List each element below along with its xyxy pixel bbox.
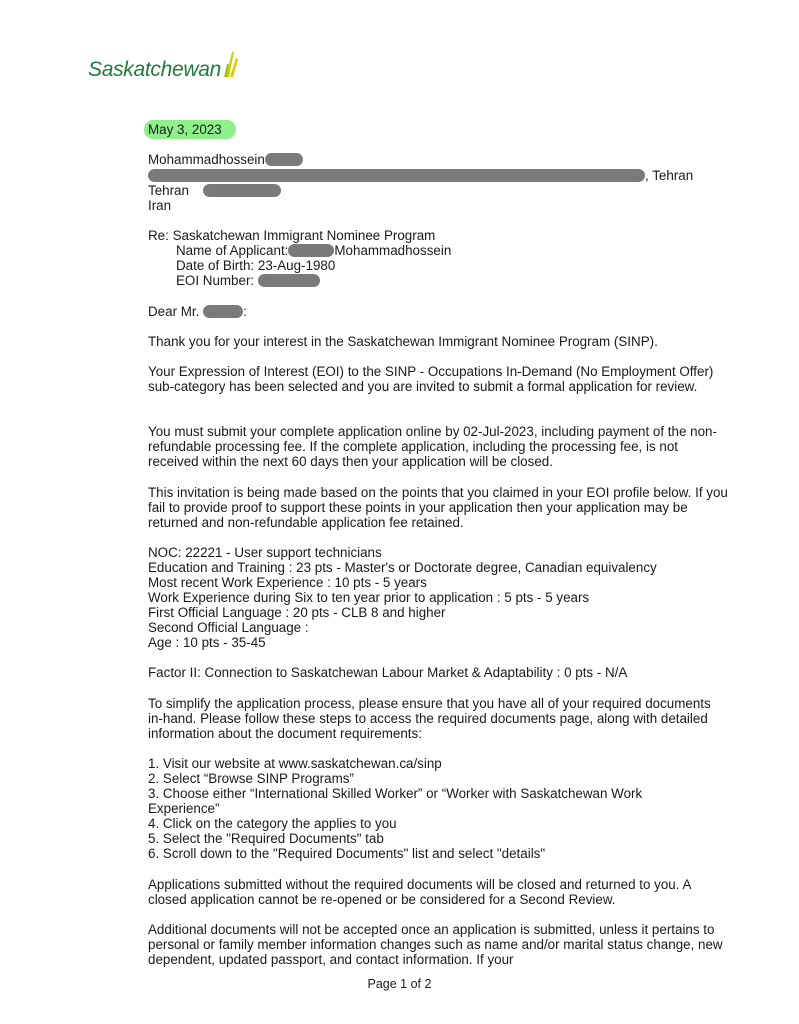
points-older-experience: Work Experience during Six to ten year prior to application : 5 pts - 5 years	[148, 590, 590, 605]
redacted-salutation-name	[203, 305, 243, 318]
points-noc: NOC: 22221 - User support technicians	[148, 545, 382, 560]
redacted-eoi-number	[258, 274, 320, 287]
letter-date: May 3, 2023	[144, 120, 236, 139]
re-program: Saskatchewan Immigrant Nominee Program	[172, 228, 436, 243]
step-item: 3. Choose either “International Skilled Worker” or “Worker with Saskatchewan Work Experience”	[148, 786, 643, 816]
re-applicant-line	[148, 243, 451, 258]
redacted-applicant-surname	[288, 244, 334, 257]
logo-wordmark: Saskatchewan	[88, 58, 221, 81]
applicant-label: Name of Applicant:	[176, 243, 289, 258]
recipient-city-line	[148, 183, 281, 198]
eoi-label: EOI Number:	[176, 273, 255, 288]
step-item: 5. Select the "Required Documents" tab	[148, 831, 384, 846]
recipient-city: Tehran	[148, 183, 189, 198]
step-item: 4. Click on the category the applies to you	[148, 816, 397, 831]
recipient-name-line	[148, 152, 303, 167]
saskatchewan-logo	[88, 48, 239, 80]
redacted-surname	[265, 153, 303, 166]
date-of-birth: Date of Birth: 23-Aug-1980	[176, 258, 336, 273]
paragraph-deadline: You must submit your complete application online by 02-Jul-2023, including payment of the non-refundable processing fee. If the complete application, including the processing fee, is not received within the next 60 days then your application will be closed.	[148, 424, 717, 469]
paragraph-additional-documents: Additional documents will not be accepted once an application is submitted, unless it pertains to personal or family member information changes such as name and/or marital status change, new dependent, updated passport, and contact information. If your	[148, 922, 723, 967]
paragraph-eoi-selected: Your Expression of Interest (EOI) to the SINP - Occupations In-Demand (No Employment Offer) sub-category has been selected and you are invited to submit a formal application for review.	[148, 364, 714, 394]
recipient-name: Mohammadhossein	[148, 152, 265, 167]
step-item: 2. Select “Browse SINP Programs”	[148, 771, 354, 786]
paragraph-simplify: To simplify the application process, please ensure that you have all of your required documents in-hand. Please follow these steps to access the required documents page, along with detailed information about the document requirements:	[148, 696, 711, 741]
salutation-prefix: Dear Mr.	[148, 304, 200, 319]
points-recent-experience: Most recent Work Experience : 10 pts - 5 years	[148, 575, 427, 590]
re-prefix: Re:	[148, 228, 169, 243]
re-line	[148, 228, 435, 243]
paragraph-invitation-basis: This invitation is being made based on the points that you claimed in your EOI profile below. If you fail to provide proof to support these points in your application then your application may be returned and non-refundable application fee retained.	[148, 485, 728, 530]
recipient-country: Iran	[148, 198, 172, 213]
redacted-address	[148, 169, 645, 182]
points-age: Age : 10 pts - 35-45	[148, 635, 266, 650]
step-item: 6. Scroll down to the "Required Documents" list and select "details"	[148, 846, 546, 861]
address-city-suffix: , Tehran	[645, 168, 694, 183]
redacted-postal	[203, 184, 281, 197]
points-first-language: First Official Language : 20 pts - CLB 8 and higher	[148, 605, 446, 620]
step-item: 1. Visit our website at www.saskatchewan.ca/sinp	[148, 756, 442, 771]
points-education: Education and Training : 23 pts - Master's or Doctorate degree, Canadian equivalency	[148, 560, 657, 575]
page-number: Page 1 of 2	[367, 977, 432, 991]
points-second-language: Second Official Language :	[148, 620, 309, 635]
wheat-sheaf-icon	[223, 50, 239, 78]
recipient-address-line	[148, 168, 693, 183]
factor-two: Factor II: Connection to Saskatchewan Labour Market & Adaptability : 0 pts - N/A	[148, 665, 628, 680]
salutation-suffix: :	[243, 304, 247, 319]
eoi-line	[148, 273, 320, 288]
salutation	[148, 304, 247, 319]
applicant-name: Mohammadhossein	[334, 243, 452, 258]
paragraph-missing-documents: Applications submitted without the required documents will be closed and returned to you. A closed application cannot be re-opened or be considered for a Second Review.	[148, 877, 691, 907]
paragraph-thanks: Thank you for your interest in the Saskatchewan Immigrant Nominee Program (SINP).	[148, 334, 658, 349]
